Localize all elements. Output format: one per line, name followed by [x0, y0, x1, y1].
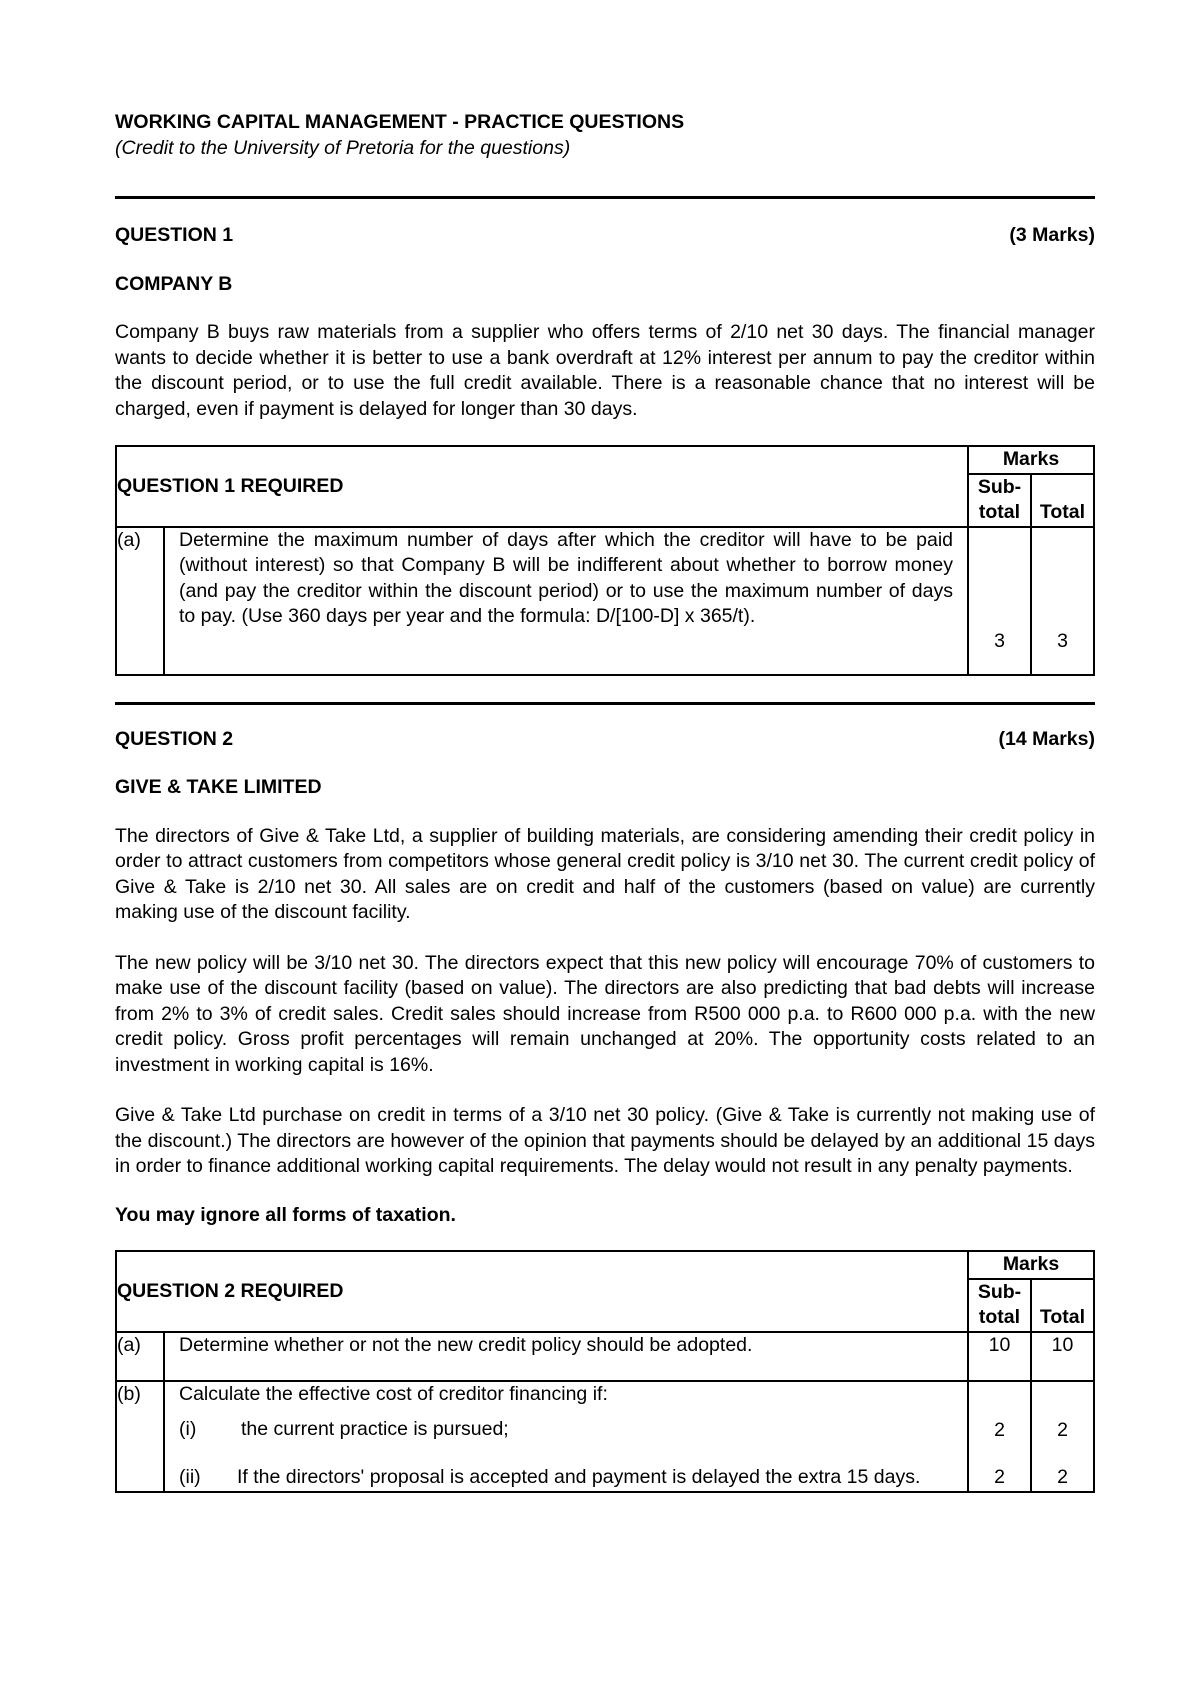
row-subtotal: 10 [968, 1332, 1031, 1381]
subtotal-header: Sub-total [968, 1279, 1031, 1332]
question-2-header [115, 727, 1095, 753]
question-1-company: COMPANY B [115, 272, 233, 295]
question-2-paragraph-3: Give & Take Ltd purchase on credit in terms of a 3/10 net 30 policy. (Give & Take is currently not making use of the discount.) The directors are however of the opinion that payments should be delayed by an additional 15 days in order to finance additional working capital requirements. The delay would not result in any penalty payments. [115, 1104, 1095, 1177]
marks-header: Marks [968, 1251, 1094, 1279]
list-item [179, 1417, 953, 1443]
item-total: 2 [1057, 1418, 1068, 1441]
question-2-required-label: QUESTION 2 REQUIRED [116, 1251, 968, 1332]
section-divider [115, 196, 1095, 199]
question-1-heading: QUESTION 1 [115, 224, 234, 246]
row-total-cell [1031, 1381, 1094, 1492]
row-number: (a) [116, 527, 164, 675]
question-2-paragraph-2: The new policy will be 3/10 net 30. The directors expect that this new policy will encourage 70% of customers to make use of the discount facility (based on value). The directors are also predicting that bad debts will increase from 2% to 3% of credit sales. Credit sales should increase from R500 000 p.a. to R600 000 p.a. with the new credit policy. Gross profit percentages will remain unchanged at 20%. The opportunity costs related to an investment in working capital is 16%. [115, 951, 1095, 1076]
subtotal-header: Sub-total [968, 474, 1031, 527]
table-row [116, 1332, 1094, 1381]
question-2-company: GIVE & TAKE LIMITED [115, 776, 322, 798]
question-1-required-label: QUESTION 1 REQUIRED [116, 446, 968, 527]
row-text: Calculate the effective cost of creditor financing if: [179, 1382, 608, 1405]
document-page [115, 110, 1095, 1493]
question-1-header [115, 223, 1095, 249]
row-text: Determine whether or not the new credit policy should be adopted. [164, 1332, 968, 1381]
item-total: 2 [1057, 1466, 1068, 1488]
marks-header: Marks [968, 446, 1094, 474]
document-title: WORKING CAPITAL MANAGEMENT - PRACTICE QUESTIONS [115, 111, 685, 133]
item-number: (ii) [179, 1465, 201, 1488]
question-2-marks: (14 Marks) [998, 727, 1095, 750]
row-total: 3 [1031, 527, 1094, 675]
item-subtotal: 2 [994, 1418, 1005, 1441]
question-2-required-table [115, 1250, 1095, 1493]
total-header: Total [1031, 1279, 1094, 1332]
list-item [179, 1465, 953, 1491]
total-header: Total [1031, 474, 1094, 527]
row-text: Determine the maximum number of days after which the creditor will have to be paid (without interest) so that Company B will be indifferent about whether to borrow money (and pay the creditor within the discount period) or to use the maximum number of days to pay. (Use 360 days per year and the formula: D/[100-D] x 365/t). [164, 527, 968, 675]
tax-note: You may ignore all forms of taxation. [115, 1203, 456, 1226]
item-text: If the directors' proposal is accepted and payment is delayed the extra 15 days. [237, 1465, 921, 1488]
question-1-body: Company B buys raw materials from a supplier who offers terms of 2/10 net 30 days. The financial manager wants to decide whether it is better to use a bank overdraft at 12% interest per annum to pay the creditor within the discount period, or to use the full credit available. There is a reasonable chance that no interest will be charged, even if payment is delayed for longer than 30 days. [115, 321, 1095, 420]
item-number: (i) [179, 1418, 197, 1440]
section-divider [115, 702, 1095, 705]
document-subtitle: (Credit to the University of Pretoria for the questions) [115, 136, 571, 159]
row-total: 10 [1031, 1332, 1094, 1381]
question-2-paragraph-1: The directors of Give & Take Ltd, a supplier of building materials, are considering amending their credit policy in order to attract customers from competitors whose general credit policy is 3/10 net 30. The current credit policy of Give & Take is 2/10 net 30. All sales are on credit and half of the customers (based on value) are currently making use of the discount facility. [115, 824, 1095, 923]
row-number: (b) [116, 1381, 164, 1492]
table-row [116, 1381, 1094, 1492]
question-1-required-table [115, 445, 1095, 676]
question-2-heading: QUESTION 2 [115, 727, 234, 750]
row-number: (a) [116, 1332, 164, 1381]
question-1-marks: (3 Marks) [1009, 224, 1095, 246]
table-row [116, 527, 1094, 675]
row-subtotal-cell [968, 1381, 1031, 1492]
item-text: the current practice is pursued; [241, 1418, 509, 1440]
row-subtotal: 3 [968, 527, 1031, 675]
item-subtotal: 2 [994, 1466, 1005, 1488]
row-text-cell [164, 1381, 968, 1492]
